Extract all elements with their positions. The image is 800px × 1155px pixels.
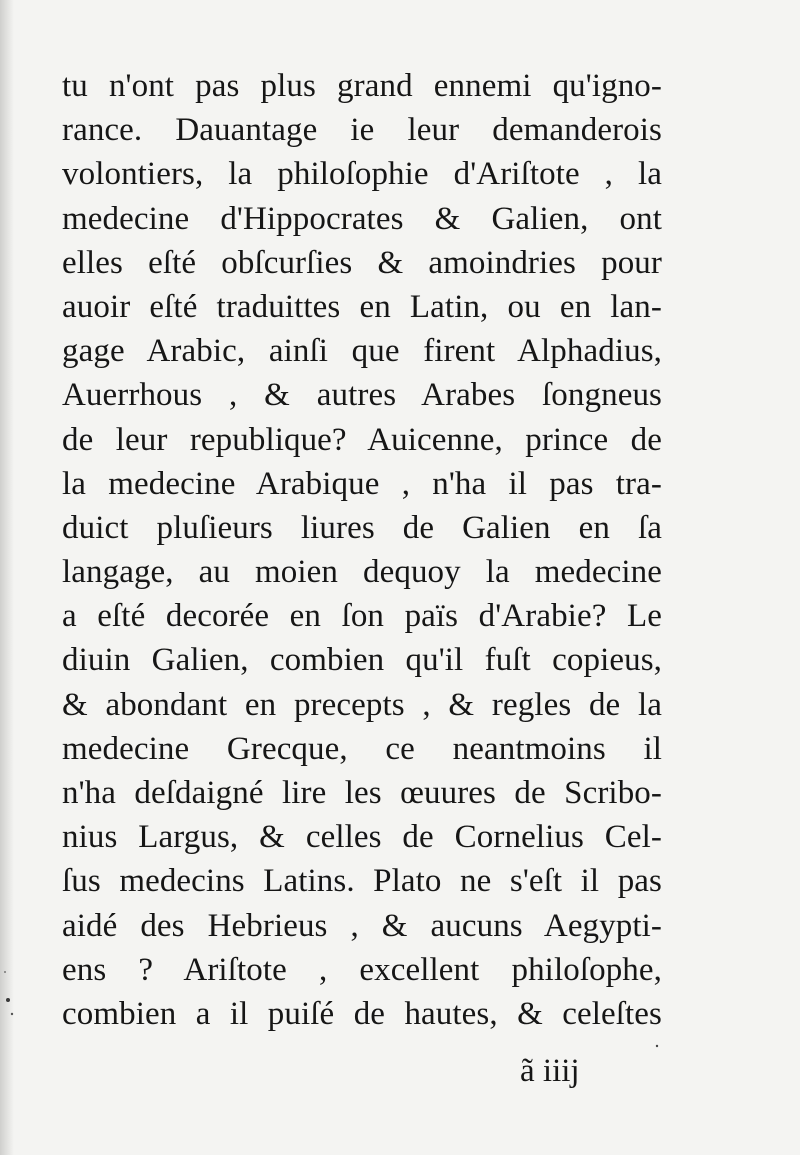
text-line: medecine Grecque, ce neantmoins il xyxy=(62,730,662,767)
text-line: auoir eſté traduittes en Latin, ou en lan- xyxy=(62,288,662,325)
text-line: ens ? Ariſtote , excellent philoſophe, xyxy=(62,951,662,988)
gutter-shadow xyxy=(0,0,14,1155)
signature-mark: ã iiij xyxy=(520,1053,580,1089)
text-line: & abondant en precepts , & regles de la xyxy=(62,686,662,723)
text-line: diuin Galien, combien qu'il fuſt copieus, xyxy=(62,642,662,679)
text-line: aidé des Hebrieus , & aucuns Aegypti- xyxy=(62,907,662,944)
text-line: medecine d'Hippocrates & Galien, ont xyxy=(62,200,662,237)
text-line: langage, au moien dequoy la medecine xyxy=(62,554,662,591)
body-text xyxy=(62,64,662,1036)
text-line: n'ha deſdaigné lire les œuures de Scribo- xyxy=(62,775,662,811)
text-line: elles eſté obſcurſies & amoindries pour xyxy=(62,244,662,281)
text-line: rance. Dauantage ie leur demanderois xyxy=(62,112,662,149)
text-line: combien a il puiſé de hautes, & celeſtes xyxy=(62,995,662,1032)
text-line: nius Largus, & celles de Cornelius Cel- xyxy=(62,819,662,856)
text-line: ſus medecins Latins. Plato ne s'eſt il pas xyxy=(62,863,662,900)
text-line: gage Arabic, ainſi que firent Alphadius, xyxy=(62,333,662,370)
text-line: la medecine Arabique , n'ha il pas tra- xyxy=(62,465,662,502)
text-line: Auerrhous , & autres Arabes ſongneus xyxy=(62,377,662,414)
text-line: volontiers, la philoſophie d'Ariſtote , la xyxy=(62,156,662,193)
text-line: de leur republique? Auicenne, prince de xyxy=(62,421,662,458)
text-line: duict pluſieurs liures de Galien en ſa xyxy=(62,509,662,546)
text-line: a eſté decorée en ſon païs d'Arabie? Le xyxy=(62,598,662,635)
text-line: tu n'ont pas plus grand ennemi qu'igno- xyxy=(62,68,662,104)
